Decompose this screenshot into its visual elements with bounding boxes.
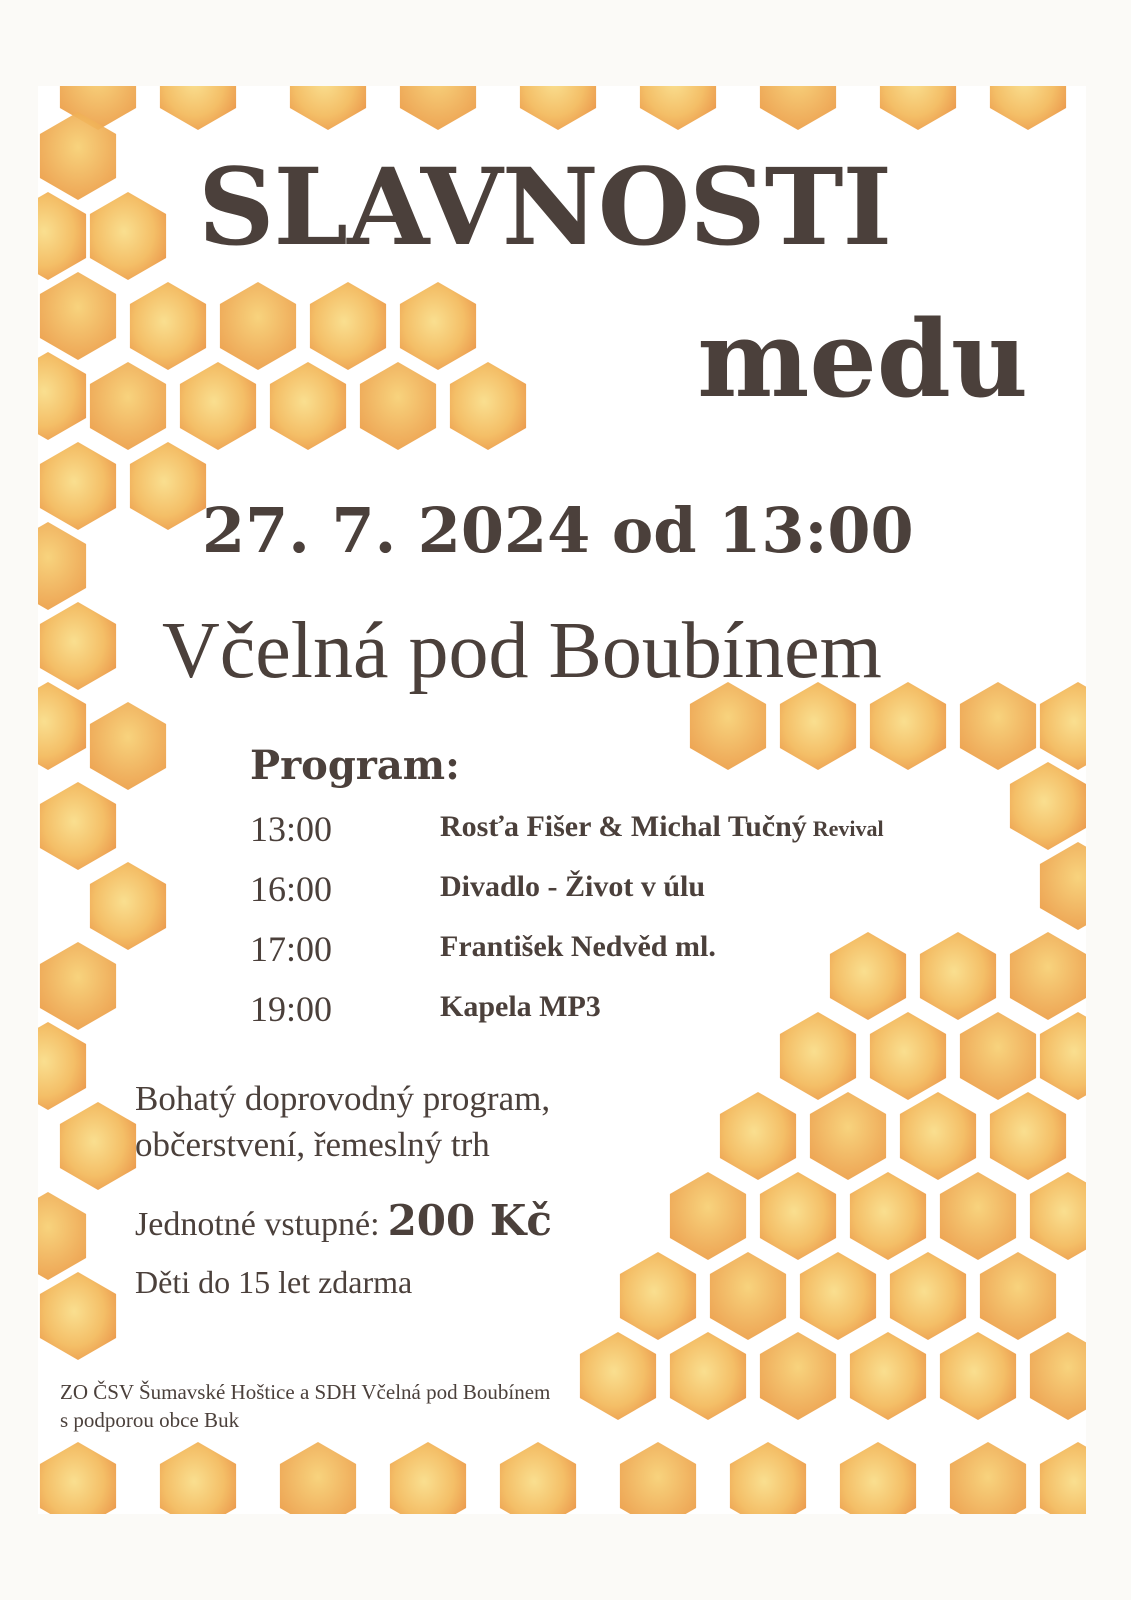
accompanying-program-line-1: Bohatý doprovodný program,	[135, 1079, 551, 1118]
accompanying-program	[135, 1076, 735, 1168]
program-act-name: František Nedvěd ml.	[440, 930, 716, 963]
honeycomb-cell	[840, 1442, 916, 1514]
program-act	[440, 870, 705, 904]
honeycomb-cell	[870, 1012, 946, 1100]
honeycomb-cell	[40, 1272, 116, 1360]
honeycomb-cell	[990, 86, 1066, 130]
honeycomb-cell	[810, 1092, 886, 1180]
title-line-2: medu	[697, 296, 1028, 421]
honeycomb-cell	[40, 602, 116, 690]
program-act-name: Divadlo - Život v úlu	[440, 870, 706, 903]
honeycomb-cell	[90, 192, 166, 280]
honeycomb-cell	[38, 1022, 86, 1110]
organizers-line-2: s podporou obce Buk	[60, 1408, 240, 1432]
program-time: 16:00	[250, 869, 333, 909]
honeycomb-cell	[920, 932, 996, 1020]
honeycomb-cell	[1040, 1012, 1086, 1100]
honeycomb-cell	[160, 1442, 236, 1514]
honeycomb-cell	[1010, 932, 1086, 1020]
honeycomb-cell	[1040, 682, 1086, 770]
entry-fee-label: Jednotné vstupné:	[135, 1206, 380, 1243]
honeycomb-cell	[850, 1332, 926, 1420]
event-poster	[38, 86, 1086, 1514]
honeycomb-cell	[730, 1442, 806, 1514]
honeycomb-cell	[950, 1442, 1026, 1514]
honeycomb-cell	[40, 782, 116, 870]
program-act-name: Rosťa Fišer & Michal Tučný	[440, 810, 807, 843]
honeycomb-cell	[220, 282, 296, 370]
program-time: 13:00	[250, 809, 333, 849]
title-line-1: SLAVNOSTI	[198, 144, 892, 269]
honeycomb-cell	[760, 1172, 836, 1260]
honeycomb-cell	[830, 932, 906, 1020]
honeycomb-cell	[90, 362, 166, 450]
honeycomb-cell	[310, 282, 386, 370]
honeycomb-cell	[38, 522, 86, 610]
honeycomb-cell	[1040, 842, 1086, 930]
honeycomb-cell	[800, 1252, 876, 1340]
honeycomb-cell	[40, 942, 116, 1030]
event-date-time: 27. 7. 2024 od 13:00	[202, 494, 914, 567]
honeycomb-cell	[40, 1442, 116, 1514]
program-time: 17:00	[250, 929, 333, 969]
honeycomb-cell	[40, 272, 116, 360]
honeycomb-cell	[130, 442, 206, 530]
honeycomb-cell	[1040, 1442, 1086, 1514]
honeycomb-cell	[620, 1442, 696, 1514]
honeycomb-cell	[90, 702, 166, 790]
honeycomb-cell	[1030, 1172, 1086, 1260]
honeycomb-cell	[760, 86, 836, 130]
honeycomb-cell	[760, 1332, 836, 1420]
honeycomb-cell	[60, 1102, 136, 1190]
honeycomb-cell	[400, 86, 476, 130]
honeycomb-cell	[290, 86, 366, 130]
honeycomb-cell	[500, 1442, 576, 1514]
honeycomb-cell	[990, 1092, 1066, 1180]
program-time: 19:00	[250, 989, 333, 1029]
honeycomb-cell	[980, 1252, 1056, 1340]
honeycomb-cell	[280, 1442, 356, 1514]
honeycomb-cell	[38, 682, 86, 770]
accompanying-program-line-2: občerstvení, řemeslný trh	[135, 1125, 490, 1164]
program-heading: Program:	[250, 742, 460, 789]
program-act	[440, 930, 716, 964]
honeycomb-cell	[900, 1092, 976, 1180]
honeycomb-cell	[880, 86, 956, 130]
honeycomb-cell	[960, 1012, 1036, 1100]
honeycomb-cell	[180, 362, 256, 450]
entry-fee-price: 200 Kč	[387, 1196, 552, 1245]
honeycomb-cell	[640, 86, 716, 130]
honeycomb-cell	[450, 362, 526, 450]
honeycomb-cell	[940, 1332, 1016, 1420]
honeycomb-cell	[710, 1252, 786, 1340]
honeycomb-cell	[670, 1172, 746, 1260]
honeycomb-cell	[270, 362, 346, 450]
event-location: Včelná pod Boubínem	[162, 607, 882, 695]
program-act	[440, 810, 884, 844]
program-act	[440, 990, 601, 1024]
program-act-suffix: Revival	[812, 816, 884, 841]
honeycomb-cell	[390, 1442, 466, 1514]
honeycomb-cell	[1010, 762, 1086, 850]
entry-fee	[135, 1196, 552, 1245]
organizers-note	[60, 1378, 760, 1434]
honeycomb-cell	[780, 1012, 856, 1100]
honeycomb-cell	[38, 192, 86, 280]
honeycomb-cell	[160, 86, 236, 130]
honeycomb-cell	[90, 862, 166, 950]
honeycomb-cell	[940, 1172, 1016, 1260]
honeycomb-cell	[40, 442, 116, 530]
honeycomb-cell	[850, 1172, 926, 1260]
honeycomb-cell	[960, 682, 1036, 770]
honeycomb-cell	[38, 352, 86, 440]
honeycomb-cell	[38, 1192, 86, 1280]
honeycomb-cell	[400, 282, 476, 370]
honeycomb-cell	[130, 282, 206, 370]
honeycomb-cell	[890, 1252, 966, 1340]
children-free-note: Děti do 15 let zdarma	[135, 1264, 413, 1300]
program-act-name: Kapela MP3	[440, 990, 601, 1023]
honeycomb-cell	[520, 86, 596, 130]
organizers-line-1: ZO ČSV Šumavské Hoštice a SDH Včelná pod Boubínem	[60, 1380, 551, 1404]
honeycomb-cell	[1030, 1332, 1086, 1420]
honeycomb-cell	[620, 1252, 696, 1340]
honeycomb-cell	[360, 362, 436, 450]
